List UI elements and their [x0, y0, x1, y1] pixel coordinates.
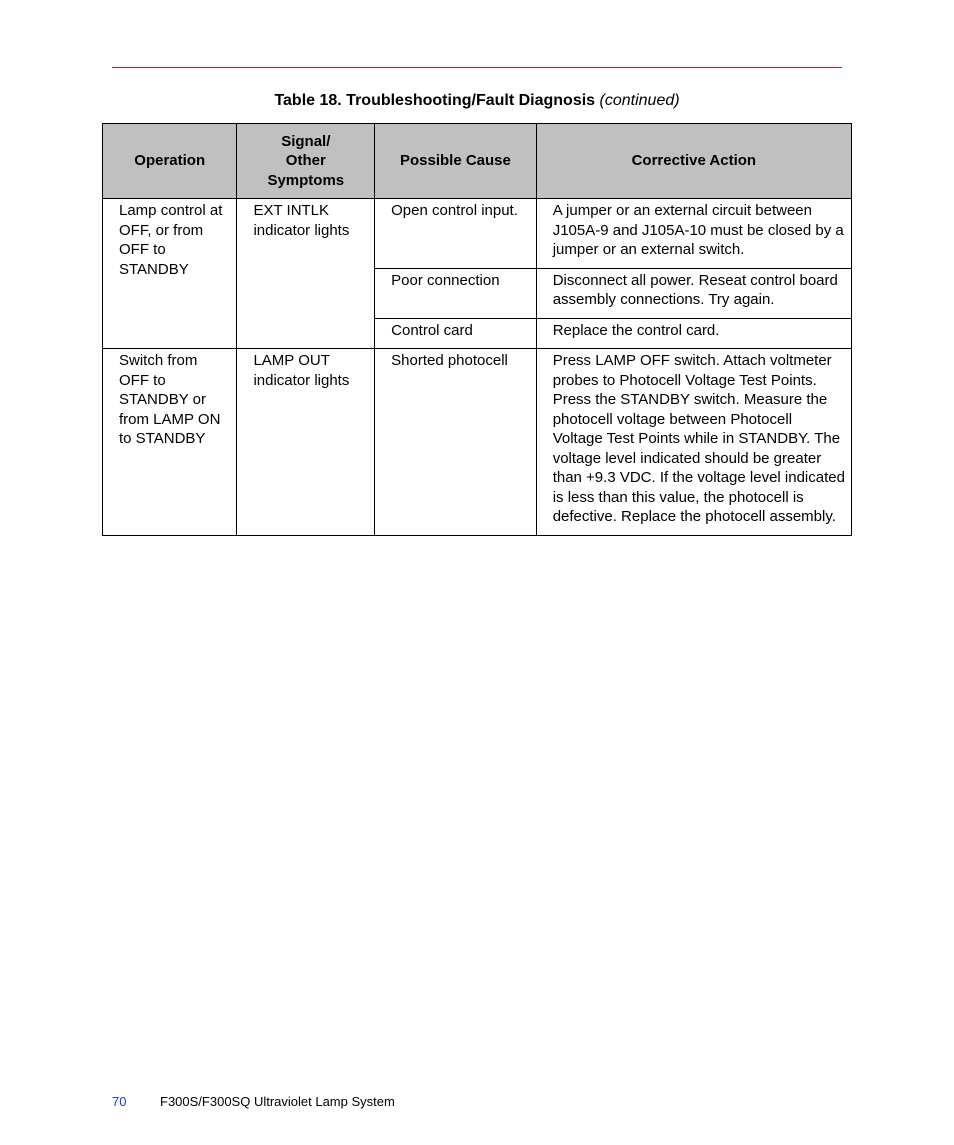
- action-cell: Replace the control card.: [536, 318, 851, 349]
- action-cell: A jumper or an external circuit between J105A-9 and J105A-10 must be closed by a jumper or an external switch.: [536, 199, 851, 269]
- operation-cell: Switch from OFF to STANDBY or from LAMP ON to STANDBY: [103, 349, 237, 536]
- table-row: [103, 349, 852, 536]
- header-corrective-action: Corrective Action: [536, 124, 851, 199]
- fault-diagnosis-table: [102, 123, 852, 536]
- table-title: Table 18. Troubleshooting/Fault Diagnosis: [274, 92, 596, 109]
- signal-cell: LAMP OUT indicator lights: [237, 349, 375, 536]
- header-signal: Signal/ Other Symptoms: [237, 124, 375, 199]
- cause-cell: Poor connection: [375, 268, 537, 318]
- table-continued-note: (continued): [599, 92, 680, 109]
- footer-document-title: F300S/F300SQ Ultraviolet Lamp System: [160, 1094, 395, 1109]
- action-cell: Disconnect all power. Reseat control board assembly connections. Try again.: [536, 268, 851, 318]
- table-caption: [102, 92, 852, 110]
- cause-cell: Open control input.: [375, 199, 537, 269]
- cause-cell: Shorted photocell: [375, 349, 537, 536]
- operation-cell: Lamp control at OFF, or from OFF to STANDBY: [103, 199, 237, 349]
- header-possible-cause: Possible Cause: [375, 124, 537, 199]
- header-rule: [112, 67, 842, 68]
- cause-cell: Control card: [375, 318, 537, 349]
- signal-cell: EXT INTLK indicator lights: [237, 199, 375, 349]
- action-cell: Press LAMP OFF switch. Attach voltmeter probes to Photocell Voltage Test Points. Press the STANDBY switch. Measure the photocell voltage between Photocell Voltage Test Points while in STANDBY. The voltage level indicated should be greater than +9.3 VDC. If the voltage level indicated is less than this value, the photocell is defective. Replace the photocell assembly.: [536, 349, 851, 536]
- header-operation: Operation: [103, 124, 237, 199]
- page-number: 70: [112, 1094, 127, 1109]
- table-row: [103, 199, 852, 269]
- table-header-row: [103, 124, 852, 199]
